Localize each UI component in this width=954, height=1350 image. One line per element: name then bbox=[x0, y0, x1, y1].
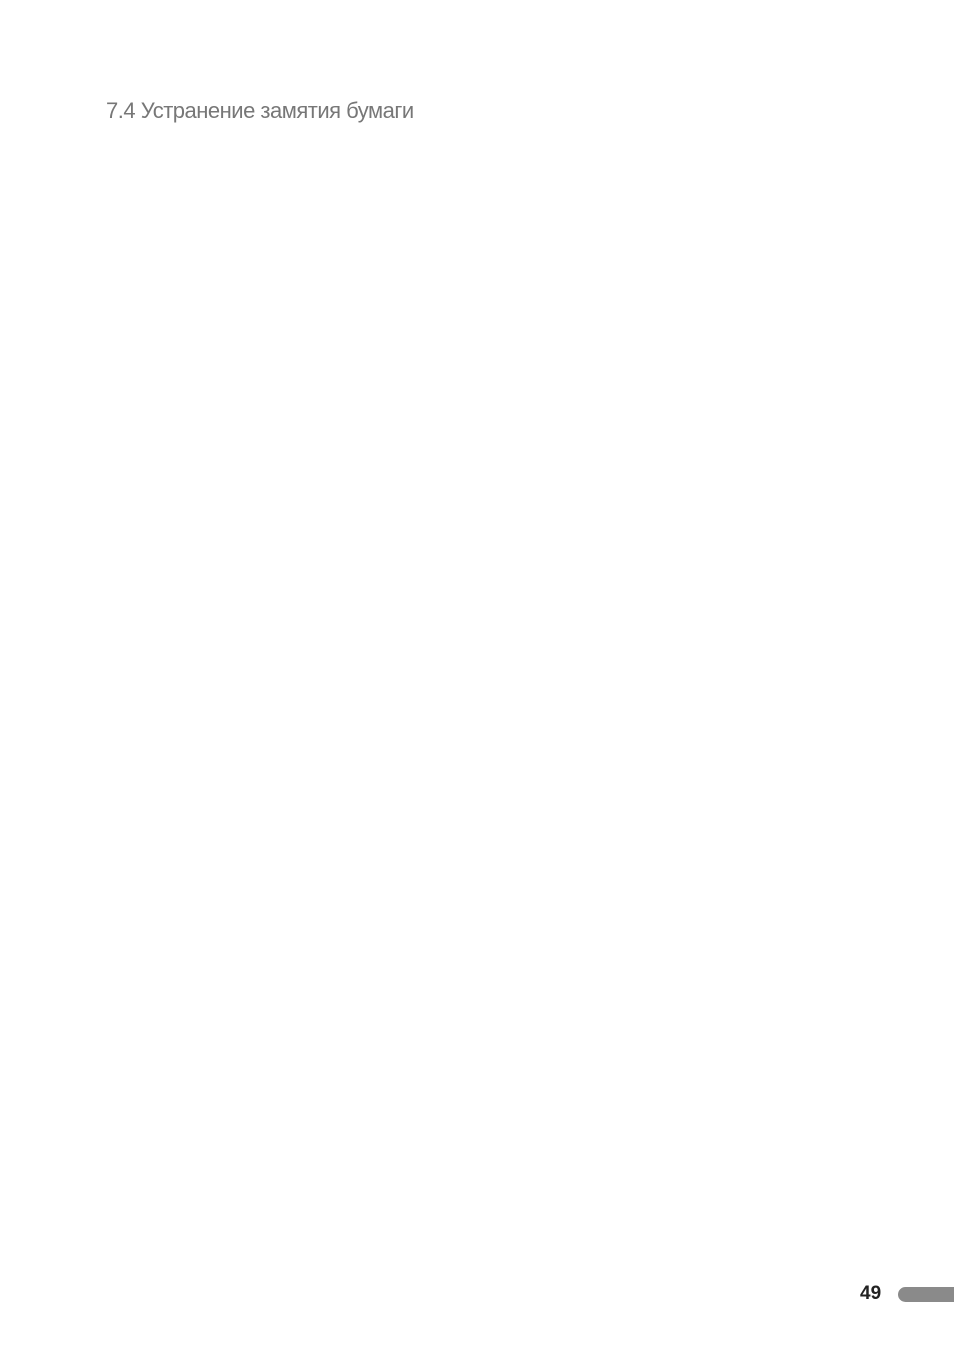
page-number: 49 bbox=[860, 1283, 882, 1304]
page-tab-marker bbox=[898, 1287, 954, 1302]
section-heading: 7.4 Устранение замятия бумаги bbox=[106, 98, 414, 123]
